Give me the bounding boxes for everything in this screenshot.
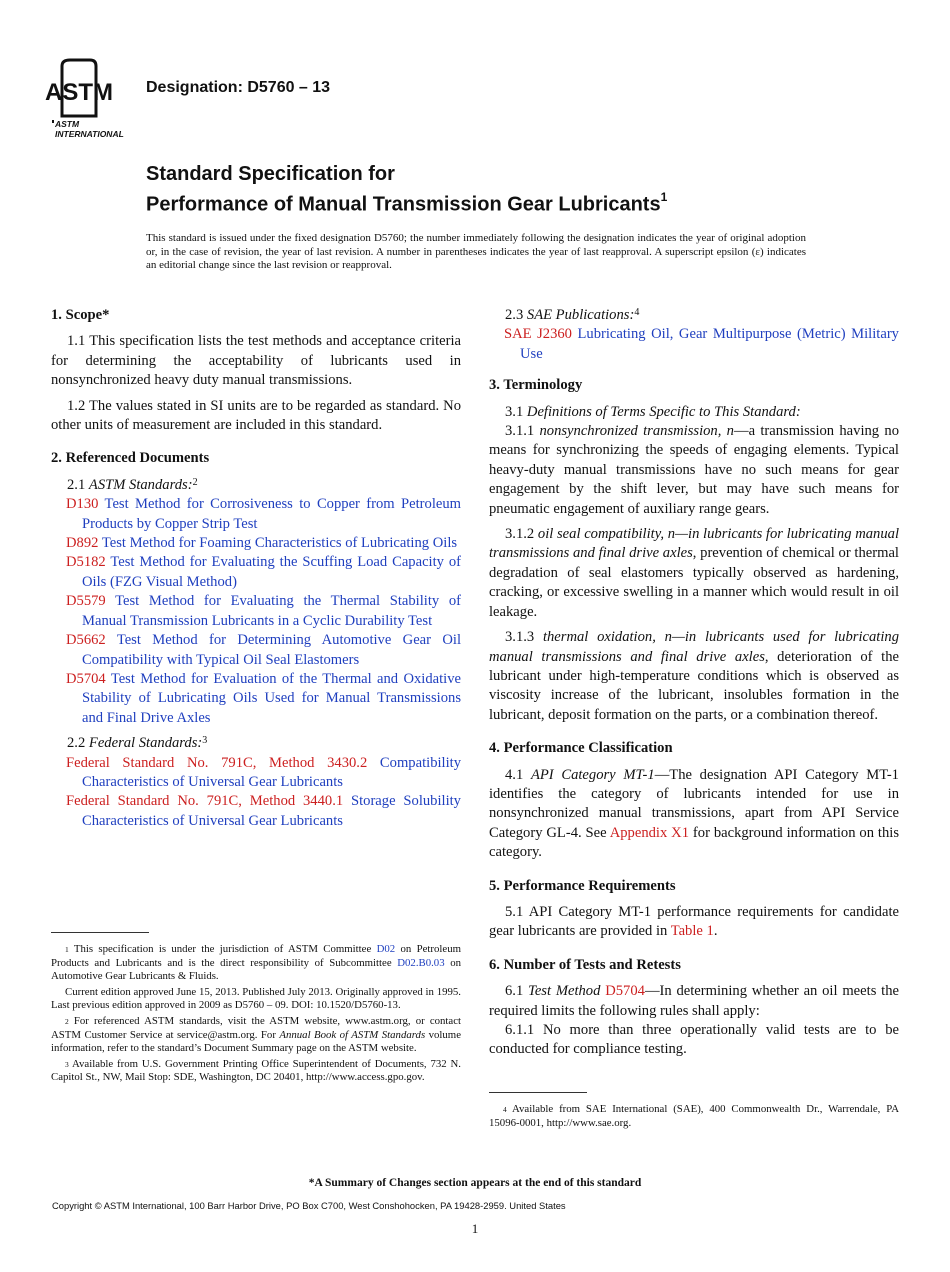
- fn2-a: For referenced ASTM standards, visit the ASTM website, www.astm.org, or contact ASTM Customer Service at service@astm.org. For: [51, 1014, 461, 1041]
- ref-code[interactable]: D5662: [66, 632, 106, 649]
- designation: Designation: D5760 – 13: [146, 79, 331, 96]
- d5704-link[interactable]: D5704: [605, 983, 645, 1000]
- t312-num: 3.1.2: [505, 526, 535, 543]
- sae-num: 2.3: [505, 307, 524, 323]
- federal-standards-text: Federal Standards:: [88, 735, 203, 752]
- astm-standards-num: 2.1: [67, 476, 86, 493]
- t61-num: 6.1: [505, 983, 524, 1000]
- footnote-rule-left: [51, 932, 149, 933]
- right-column: [489, 306, 899, 1066]
- ref-title[interactable]: Compatibility Characteristics of Universal Gear Lubricants: [82, 754, 461, 790]
- federal-standards-label: [51, 734, 461, 753]
- ref-title[interactable]: Storage Solubility Characteristics of Universal Gear Lubricants: [82, 793, 461, 829]
- t313-text: , deterioration of the lubricant under high-temperature conditions which is observed as viscosity increase of the lubricant, insolubles formation in the lubricant, deposit formation on the parts, or a combination thereof.: [489, 648, 899, 723]
- footnote-3: [51, 1058, 461, 1085]
- paragraph-4-1: [489, 766, 899, 863]
- t311-term: nonsynchronized transmission, n: [539, 423, 734, 440]
- paragraph-6-1-1: 6.1.1 No more than three operationally valid tests are to be conducted for compliance testing.: [489, 1022, 899, 1058]
- fn1-sup: 1: [65, 945, 69, 954]
- paragraph-5-1: [489, 903, 899, 942]
- pc41-text-b: for background information on this category.: [489, 824, 899, 861]
- sae-text: SAE Publications:: [526, 307, 635, 323]
- astm-logo: [45, 58, 134, 139]
- svg-text:ASTM: ASTM: [45, 79, 113, 106]
- ref-code[interactable]: SAE J2360: [504, 326, 572, 343]
- federal-standards-sup: 3: [202, 735, 208, 747]
- section-referenced-documents-heading: 2. Referenced Documents: [51, 450, 210, 467]
- footnote-1: [51, 943, 461, 984]
- ref-fed-3440-1[interactable]: [51, 792, 461, 831]
- ref-fed-3430-2[interactable]: [51, 754, 461, 793]
- pc41-term: API Category MT-1: [530, 766, 655, 783]
- pc41-num: 4.1: [505, 766, 524, 783]
- fn4-sup: 4: [503, 1105, 507, 1114]
- ref-title[interactable]: Test Method for Corrosiveness to Copper from Petroleum Products by Copper Strip Test: [82, 496, 461, 532]
- t61-text: —In determining whether an oil meets the required limits the following rules shall apply:: [489, 983, 899, 1019]
- ref-title[interactable]: Test Method for Evaluating the Scuffing Load Capacity of Oils (FZG Visual Method): [82, 554, 461, 590]
- issuance-notice: This standard is issued under the fixed designation D5760; the number immediately following the designation indicates the year of original adoption or, in the case of revision, the year of last revision. A number in parentheses indicates the year of last reapproval. A superscript epsilon (ε) indicates an editorial change since the last revision or reapproval.: [146, 232, 806, 272]
- section-scope-heading: 1. Scope*: [51, 307, 110, 323]
- paragraph-3-1: [489, 403, 899, 422]
- t311-text: —a transmission having no means for synchronizing the speeds of engaging elements. Typical heavy-duty manual transmissions have no such means for gear engagement by the shift lever, but may have such means for pneumatic engagement of auxiliary range gears.: [489, 423, 899, 517]
- footnote-2: [51, 1015, 461, 1056]
- term-3-1-label: Definitions of Terms Specific to This Standard:: [526, 403, 801, 420]
- fn1-b: on Petroleum Products and Lubricants and is the direct responsibility of Subcommittee: [51, 943, 461, 969]
- ref-code[interactable]: D5579: [66, 593, 106, 610]
- left-column: [51, 306, 461, 831]
- t61-term: Test Method: [528, 983, 601, 1000]
- footnote-1-edition: Current edition approved June 15, 2013. Published July 2013. Originally approved in 1995. Last previous edition approved in 2009 as D5760 – 09. DOI: 10.1520/D5760-13.: [51, 985, 461, 1012]
- page-number: 1: [471, 1221, 479, 1236]
- ref-d892[interactable]: [51, 534, 461, 553]
- d02-link[interactable]: D02: [376, 943, 396, 955]
- section-performance-requirements-heading: 5. Performance Requirements: [489, 877, 676, 894]
- table-1-link[interactable]: Table 1: [670, 923, 714, 940]
- footnote-rule-right: [489, 1092, 587, 1093]
- document-title: [146, 162, 667, 218]
- ref-title[interactable]: Lubricating Oil, Gear Multipurpose (Metric) Military Use: [520, 326, 899, 362]
- fn2-sup: 2: [65, 1016, 69, 1026]
- title-line-2: [146, 187, 667, 218]
- ref-code[interactable]: Federal Standard No. 791C, Method 3430.2: [66, 754, 368, 771]
- footnote-4: [489, 1103, 899, 1130]
- ref-d5579[interactable]: [51, 592, 461, 631]
- footnotes-left: [51, 943, 461, 1087]
- fn3-sup: 3: [65, 1059, 69, 1069]
- paragraph-6-1: [489, 982, 899, 1021]
- ref-code[interactable]: Federal Standard No. 791C, Method 3440.1: [66, 793, 344, 810]
- astm-standards-label: [51, 476, 461, 495]
- federal-standards-num: 2.2: [67, 735, 86, 752]
- astm-standards-sup: 2: [192, 476, 198, 488]
- fn2-b: volume information, refer to the standard’s Document Summary page on the ASTM website.: [51, 1028, 461, 1055]
- paragraph-1-2: 1.2 The values stated in SI units are to be regarded as standard. No other units of measurement are included in this standard.: [51, 397, 461, 434]
- ref-code[interactable]: D5704: [66, 670, 106, 687]
- astm-standards-text: ASTM Standards:: [88, 476, 193, 493]
- ref-code[interactable]: D892: [66, 535, 99, 552]
- paragraph-3-1-1: [489, 422, 899, 519]
- fn1-c: on Automotive Gear Lubricants & Fluids.: [51, 956, 462, 983]
- ref-code[interactable]: D130: [66, 496, 99, 513]
- t311-num: 3.1.1: [505, 423, 535, 440]
- paragraph-3-1-2: [489, 525, 899, 622]
- pr51-end: .: [713, 923, 718, 940]
- sae-sup: 4: [634, 307, 640, 318]
- t313-num: 3.1.3: [505, 629, 535, 646]
- term-3-1-num: 3.1: [505, 403, 524, 420]
- ref-title[interactable]: Test Method for Evaluating the Thermal Stability of Manual Transmission Lubricants in a Cyclic Durability Test: [82, 593, 461, 629]
- section-terminology-heading: 3. Terminology: [489, 377, 583, 394]
- pr51-text: 5.1 API Category MT-1 performance requirements for candidate gear lubricants are provided in: [489, 903, 899, 940]
- paragraph-1-1: 1.1 This specification lists the test methods and acceptance criteria for determining the acceptability of lubricants used in nonsynchronized heavy duty manual transmissions.: [51, 333, 461, 389]
- ref-title[interactable]: Test Method for Determining Automotive Gear Oil Compatibility with Typical Oil Seal Elastomers: [82, 632, 461, 668]
- summary-of-changes-note: *A Summary of Changes section appears at the end of this standard: [308, 1177, 642, 1189]
- fn4-text: Available from SAE International (SAE), 400 Commonwealth Dr., Warrendale, PA 15096-0001, http://www.sae.org.: [489, 1103, 900, 1129]
- ref-d5662[interactable]: [51, 631, 461, 670]
- ref-title[interactable]: Test Method for Foaming Characteristics of Lubricating Oils: [101, 535, 458, 552]
- ref-d5704[interactable]: [51, 670, 461, 728]
- section-performance-classification-heading: 4. Performance Classification: [489, 740, 673, 757]
- section-tests-retests-heading: 6. Number of Tests and Retests: [489, 956, 681, 973]
- d02-b0-03-link[interactable]: D02.B0.03: [397, 956, 445, 969]
- t313-term: thermal oxidation, n—in lubricants used for lubricating manual transmissions and final drive axles: [489, 629, 899, 665]
- sae-publications-label: [489, 306, 899, 325]
- fn3-text: Available from U.S. Government Printing Office Superintendent of Documents, 732 N. Capitol St., NW, Mail Stop: SDE, Washington, DC 20401, http://www.access.gpo.gov.: [51, 1057, 461, 1084]
- copyright-line: Copyright © ASTM International, 100 Barr Harbor Drive, PO Box C700, West Conshohocken, PA 19428-2959. United States: [52, 1200, 566, 1211]
- title-footnote-ref[interactable]: 1: [660, 190, 668, 204]
- fn2-italic: Annual Book of ASTM Standards: [279, 1028, 426, 1041]
- ref-code[interactable]: D5182: [66, 554, 106, 571]
- appendix-x1-link[interactable]: Appendix X1: [609, 824, 690, 841]
- ref-title[interactable]: Test Method for Evaluation of the Thermal and Oxidative Stability of Lubricating Oils Used for Manual Transmissions and Final Drive Axles: [82, 670, 461, 726]
- paragraph-3-1-3: [489, 628, 899, 725]
- pc41-text-a: —The designation API Category MT-1 identifies the category of lubricants intended for use in nonsynchronized manual transmissions, apart from API Service Category GL-4. See: [489, 766, 899, 841]
- title-line-1: Standard Specification for: [146, 163, 395, 185]
- logo-wordmark: ASTM INTERNATIONAL: [54, 119, 134, 139]
- t312-term: oil seal compatibility, n—in lubricants for lubricating manual transmissions and final drive axles: [489, 526, 899, 562]
- ref-sae-j2360[interactable]: [489, 325, 899, 364]
- ref-d130[interactable]: [51, 495, 461, 534]
- fn1-a: This specification is under the jurisdiction of ASTM Committee: [73, 943, 377, 955]
- ref-d5182[interactable]: [51, 553, 461, 592]
- t312-text: , prevention of chemical or thermal degradation of seal elastomers typically observed as hardening, cracking, or excessive swelling in a manner which would result in oil leakage.: [489, 545, 899, 620]
- title-line-2-text: Performance of Manual Transmission Gear Lubricants: [146, 193, 661, 216]
- footnotes-right: [489, 1103, 899, 1132]
